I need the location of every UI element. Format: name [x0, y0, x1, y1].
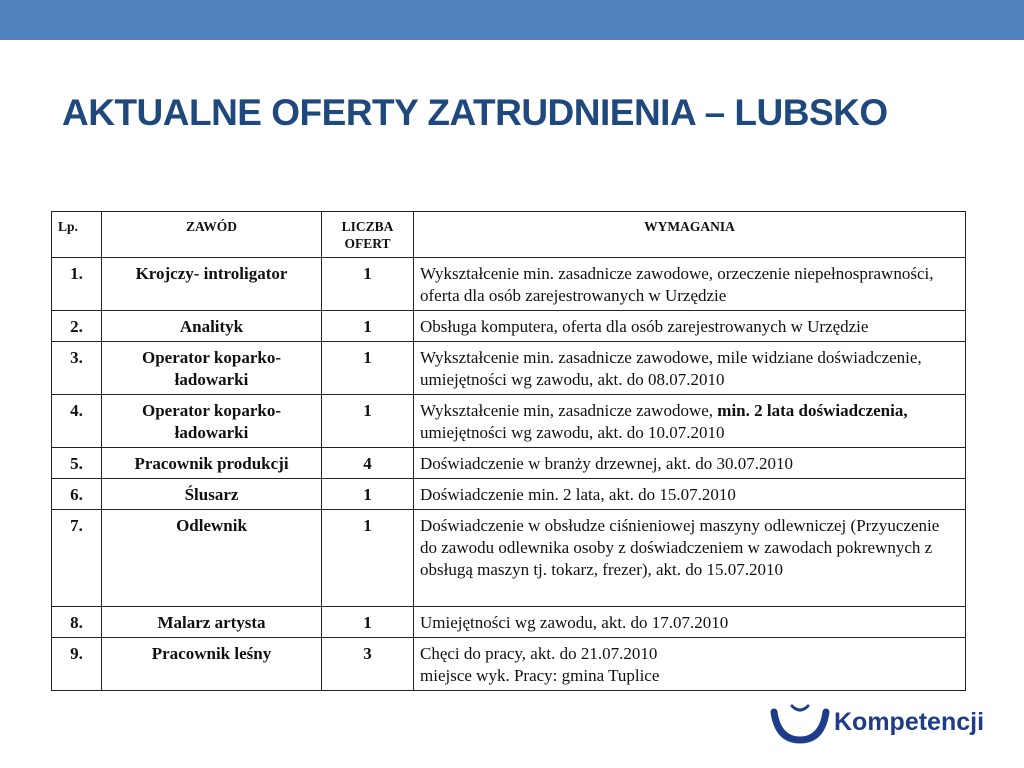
cell-wymagania: Doświadczenie min. 2 lata, akt. do 15.07.2010	[414, 479, 966, 510]
header-lp: Lp.	[52, 212, 102, 258]
cell-lp: 6.	[52, 479, 102, 510]
cell-wymagania: Wykształcenie min. zasadnicze zawodowe, orzeczenie niepełnosprawności, oferta dla osób zarejestrowanych w Urzędzie	[414, 258, 966, 311]
wymagania-text-part2: umiejętności wg zawodu, akt. do 10.07.2010	[420, 423, 725, 442]
table-row	[52, 342, 966, 395]
wymagania-line1: Chęci do pracy, akt. do 21.07.2010	[420, 644, 658, 663]
kompetencji-logo	[770, 700, 1000, 744]
cell-zawod: Analityk	[102, 311, 322, 342]
cell-lp: 7.	[52, 510, 102, 607]
table-row	[52, 395, 966, 448]
cell-lp: 5.	[52, 448, 102, 479]
cell-liczba: 1	[322, 510, 414, 607]
cell-wymagania: Umiejętności wg zawodu, akt. do 17.07.2010	[414, 607, 966, 638]
table-row	[52, 448, 966, 479]
cell-liczba: 4	[322, 448, 414, 479]
cell-wymagania: Obsługa komputera, oferta dla osób zarejestrowanych w Urzędzie	[414, 311, 966, 342]
logo-text: Kompetencji	[834, 708, 985, 736]
header-liczba-line2: OFERT	[344, 236, 391, 251]
cell-wymagania	[414, 638, 966, 691]
cell-zawod: Ślusarz	[102, 479, 322, 510]
cell-liczba: 1	[322, 342, 414, 395]
wymagania-line2: miejsce wyk. Pracy: gmina Tuplice	[420, 666, 660, 685]
cell-wymagania	[414, 395, 966, 448]
job-offers-table	[51, 211, 966, 691]
cell-zawod: Operator koparko-ładowarki	[102, 395, 322, 448]
cell-liczba: 1	[322, 607, 414, 638]
table-row	[52, 479, 966, 510]
logo-mark-icon	[770, 700, 830, 744]
cell-wymagania: Wykształcenie min. zasadnicze zawodowe, mile widziane doświadczenie, umiejętności wg zawodu, akt. do 08.07.2010	[414, 342, 966, 395]
table-row	[52, 510, 966, 607]
cell-zawod: Krojczy- introligator	[102, 258, 322, 311]
table-header-row	[52, 212, 966, 258]
cell-lp: 8.	[52, 607, 102, 638]
table-row	[52, 638, 966, 691]
cell-wymagania: Doświadczenie w obsłudze ciśnieniowej maszyny odlewniczej (Przyuczenie do zawodu odlewnika osoby z doświadczeniem w zawodach pokrewnych z obsługą maszyn tj. tokarz, frezer), akt. do 15.07.2010	[414, 510, 966, 607]
cell-zawod: Operator koparko-ładowarki	[102, 342, 322, 395]
cell-lp: 9.	[52, 638, 102, 691]
cell-lp: 2.	[52, 311, 102, 342]
cell-liczba: 1	[322, 311, 414, 342]
cell-zawod: Odlewnik	[102, 510, 322, 607]
slide-title: AKTUALNE OFERTY ZATRUDNIENIA – LUBSKO	[62, 92, 888, 133]
cell-zawod: Malarz artysta	[102, 607, 322, 638]
wymagania-text-part1: Wykształcenie min, zasadnicze zawodowe,	[420, 401, 718, 420]
cell-lp: 4.	[52, 395, 102, 448]
cell-zawod: Pracownik produkcji	[102, 448, 322, 479]
cell-lp: 1.	[52, 258, 102, 311]
cell-zawod: Pracownik leśny	[102, 638, 322, 691]
header-zawod: ZAWÓD	[102, 212, 322, 258]
top-accent-band	[0, 0, 1024, 40]
cell-wymagania: Doświadczenie w branży drzewnej, akt. do 30.07.2010	[414, 448, 966, 479]
header-liczba-ofert	[322, 212, 414, 258]
header-wymagania: WYMAGANIA	[414, 212, 966, 258]
cell-liczba: 1	[322, 395, 414, 448]
table-row	[52, 311, 966, 342]
cell-liczba: 3	[322, 638, 414, 691]
cell-liczba: 1	[322, 479, 414, 510]
header-liczba-line1: LICZBA	[341, 219, 394, 234]
wymagania-text-bold: min. 2 lata doświadczenia,	[717, 401, 908, 420]
table-row	[52, 607, 966, 638]
cell-lp: 3.	[52, 342, 102, 395]
cell-liczba: 1	[322, 258, 414, 311]
table-row	[52, 258, 966, 311]
